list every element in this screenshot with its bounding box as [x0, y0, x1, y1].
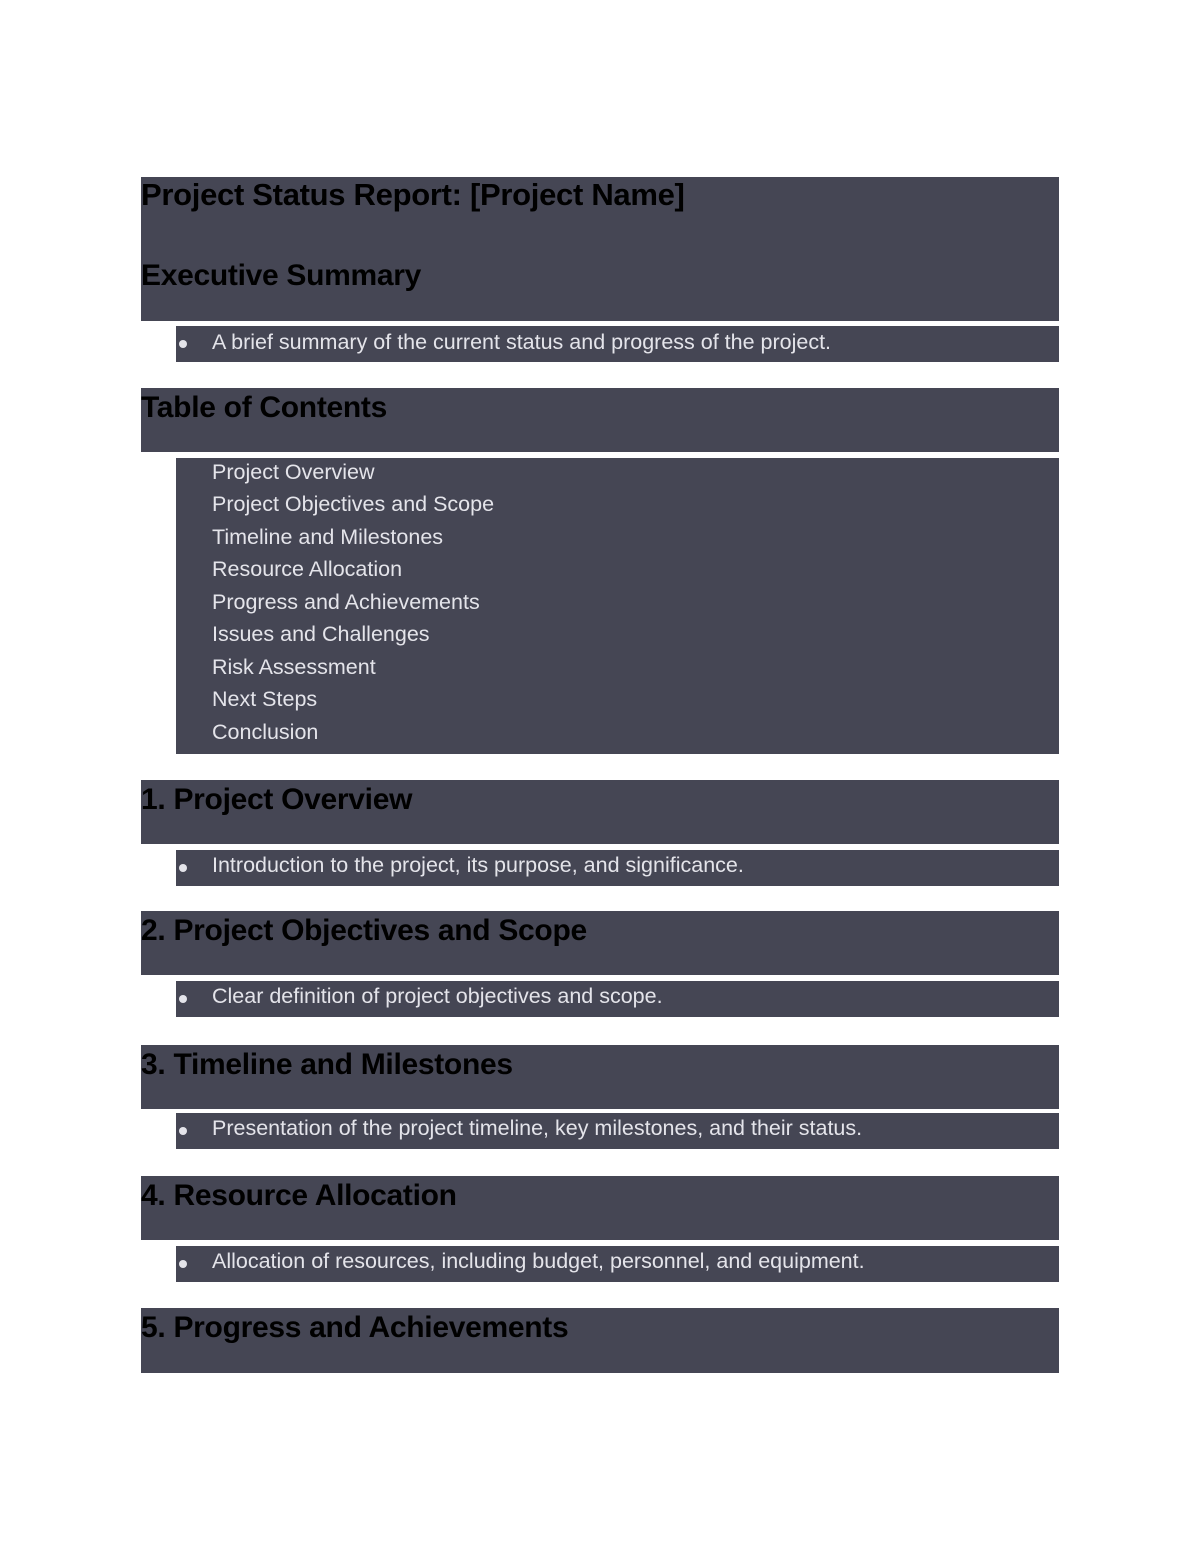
toc-item: Project Objectives and Scope — [212, 492, 495, 516]
section-heading-block — [141, 1308, 1059, 1373]
toc-heading-block — [141, 388, 1059, 452]
bullet-icon — [179, 340, 187, 348]
toc-item: Resource Allocation — [212, 557, 403, 581]
toc-list — [176, 458, 1059, 754]
section-text: Allocation of resources, including budget, personnel, and equipment. — [212, 1249, 865, 1273]
section-heading: 3. Timeline and Milestones — [141, 1048, 513, 1081]
section-text: Introduction to the project, its purpose, and significance. — [212, 853, 744, 877]
section-heading-block — [141, 1045, 1059, 1109]
toc-heading: Table of Contents — [141, 391, 388, 424]
section-heading-block — [141, 780, 1059, 844]
section-heading-block — [141, 911, 1059, 975]
toc-item: Risk Assessment — [212, 655, 376, 679]
bullet-icon — [179, 995, 187, 1003]
section-body — [176, 850, 1059, 886]
section-heading: 1. Project Overview — [141, 783, 413, 816]
section-text: Presentation of the project timeline, key milestones, and their status. — [212, 1116, 863, 1140]
section-body — [176, 1246, 1059, 1282]
executive-summary-text: A brief summary of the current status and progress of the project. — [212, 330, 832, 354]
bullet-icon — [179, 1127, 187, 1135]
toc-item: Timeline and Milestones — [212, 525, 444, 549]
toc-item: Conclusion — [212, 720, 319, 744]
toc-item: Next Steps — [212, 687, 318, 711]
section-body — [176, 1113, 1059, 1149]
section-heading: 5. Progress and Achievements — [141, 1311, 569, 1344]
executive-summary-body — [176, 326, 1059, 362]
bullet-icon — [179, 1260, 187, 1268]
section-body — [176, 981, 1059, 1017]
section-heading: 2. Project Objectives and Scope — [141, 914, 587, 947]
section-heading: 4. Resource Allocation — [141, 1179, 457, 1212]
section-text: Clear definition of project objectives and scope. — [212, 984, 663, 1008]
toc-item: Project Overview — [212, 460, 375, 484]
toc-item: Issues and Challenges — [212, 622, 430, 646]
executive-summary-heading: Executive Summary — [141, 259, 422, 292]
title-block — [141, 177, 1059, 321]
document-title: Project Status Report: [Project Name] — [141, 177, 685, 212]
toc-item: Progress and Achievements — [212, 590, 480, 614]
section-heading-block — [141, 1176, 1059, 1240]
bullet-icon — [179, 864, 187, 872]
